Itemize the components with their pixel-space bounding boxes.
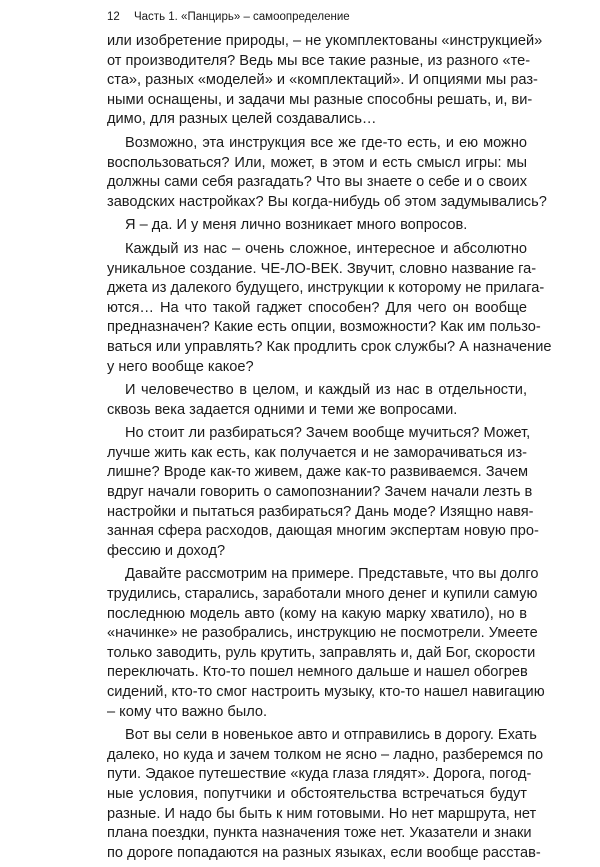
paragraph xyxy=(107,726,544,863)
running-header xyxy=(107,10,350,24)
running-title: Часть 1. «Панцирь» – самоопределение xyxy=(134,11,350,23)
paragraph xyxy=(107,565,545,722)
text-line: должны сами себя разгадать? Что вы знаете о себе и о своих xyxy=(107,174,527,191)
text-line: Но стоит ли разбираться? Зачем вообще мучиться? Может, xyxy=(125,425,531,442)
text-line: у него вообще какое? xyxy=(107,358,254,375)
text-line: от производителя? Ведь мы все такие разные, из разного «те- xyxy=(107,52,531,69)
text-line: Вот вы сели в новенькое авто и отправились в дорогу. Ехать xyxy=(125,727,537,744)
page-number: 12 xyxy=(107,11,120,23)
text-line: ваться или управлять? Как продлить срок службы? А назначение xyxy=(107,338,552,355)
text-line: ными оснащены, и задачи мы разные способны решать, и, ви- xyxy=(107,91,533,108)
text-line: переключать. Кто-то пошел немного дальше и нашел обогрев xyxy=(107,664,528,681)
paragraph xyxy=(107,240,552,377)
text-line: по дороге попадаются на разных языках, если вообще расстав- xyxy=(107,844,541,861)
text-line: последнюю модель авто (кому на какую марку хватило), но в xyxy=(107,605,527,622)
text-line: далеко, но куда и зачем толком не ясно – ладно, разберемся по xyxy=(107,746,544,763)
text-line: только заводить, руль крутить, заправлять и, дай Бог, скорости xyxy=(107,644,536,661)
text-line: плана поездки, пункта назначения тоже нет. Указатели и знаки xyxy=(107,825,532,842)
text-line: сидений, кто-то смог настроить музыку, кто-то нашел навигацию xyxy=(107,684,545,700)
text-line: настройки и пытаться разбираться? Дань моде? Изящно навя- xyxy=(107,503,534,520)
text-line: вдруг начали говорить о самопознании? Зачем начали лезть в xyxy=(107,484,533,501)
text-line: Возможно, эта инструкция все же где-то есть, и ею можно xyxy=(125,134,527,151)
text-line: ные условия, попутчики и обстоятельства встречаться будут xyxy=(107,785,527,802)
text-line: Каждый из нас – очень сложное, интересное и абсолютно xyxy=(125,240,527,257)
text-line: лучше жить как есть, как получается и не заморачиваться из- xyxy=(107,444,527,461)
text-line: лишне? Вроде как-то живем, даже как-то развиваемся. Зачем xyxy=(107,464,529,481)
text-line: сквозь века задается одними и теми же вопросами. xyxy=(107,401,458,418)
text-line: димо, для разных целей создавались… xyxy=(107,111,377,128)
text-line: – кому что важно было. xyxy=(107,703,268,720)
text-line: Давайте рассмотрим на примере. Представьте, что вы долго xyxy=(125,566,539,583)
body-text xyxy=(107,32,552,867)
text-line: пути. Эдакое путешествие «куда глаза глядят». Дорога, погод- xyxy=(107,766,532,783)
text-line: И человечество в целом, и каждый из нас в отдельности, xyxy=(125,382,527,399)
paragraph xyxy=(107,424,539,561)
text-line: ста», разных «моделей» и «комплектаций». И опциями мы раз- xyxy=(107,72,538,89)
text-line: джета из далекого будущего, инструкции к которому не прилага- xyxy=(107,280,545,297)
text-line: или изобретение природы, – не укомплектованы «инструкцией» xyxy=(107,33,543,49)
text-line: заводских настройках? Вы когда-нибудь об этом задумывались? xyxy=(107,193,547,210)
text-line: фессию и доход? xyxy=(107,542,226,559)
text-line: «начинке» не разобрались, инструкцию не посмотрели. Умеете xyxy=(107,625,538,642)
text-line: ются… На что такой гаджет способен? Для чего он вообще xyxy=(107,299,527,316)
paragraph xyxy=(107,32,543,130)
text-line: уникальное создание. ЧЕ-ЛО-ВЕК. Звучит, словно название га- xyxy=(107,260,537,277)
text-line: воспользоваться? Или, может, в этом и есть смысл игры: мы xyxy=(107,154,527,171)
text-line: предназначен? Какие есть опции, возможности? Как им пользо- xyxy=(107,319,541,336)
paragraph xyxy=(107,134,547,212)
text-line: Я – да. И у меня лично возникает много вопросов. xyxy=(125,217,468,234)
text-line: занная сфера расходов, дающая многим экспертам новую про- xyxy=(107,523,539,540)
paragraph xyxy=(107,216,527,236)
paragraph xyxy=(107,381,527,420)
text-line: трудились, старались, заработали много денег и купили самую xyxy=(107,586,538,603)
text-line: разные. И надо бы быть к ним готовыми. Но нет маршрута, нет xyxy=(107,805,537,822)
